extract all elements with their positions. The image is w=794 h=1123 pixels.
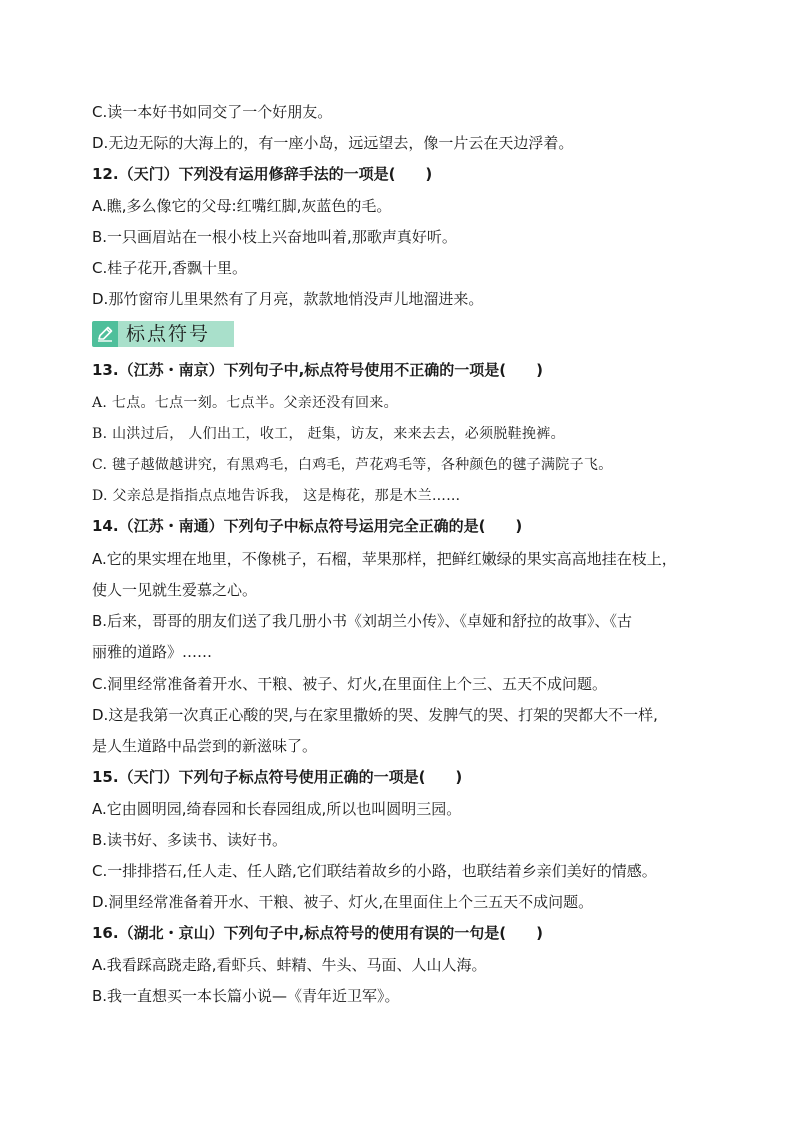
pencil-icon (92, 321, 118, 347)
q14-option-a-line2: 使人一见就生爱慕之心。 (92, 581, 258, 599)
question-15: 15.（天门）下列句子标点符号使用正确的一项是( ) (92, 768, 463, 786)
q15-option-b: B.读书好、多读书、读好书。 (92, 831, 288, 849)
section-header (92, 321, 234, 347)
option-c-read: C.读一本好书如同交了一个好朋友。 (92, 103, 333, 121)
question-13: 13.（江苏・南京）下列句子中,标点符号使用不正确的一项是( ) (92, 361, 543, 379)
q15-option-c: C.一排排搭石,任人走、任人踏,它们联结着故乡的小路，也联结着乡亲们美好的情感。 (92, 862, 657, 880)
q13-option-a: A. 七点。七点一刻。七点半。父亲还没有回来。 (92, 395, 398, 411)
question-14: 14.（江苏・南通）下列句子中标点符号运用完全正确的是( ) (92, 517, 523, 535)
question-12: 12.（天门）下列没有运用修辞手法的一项是( ) (92, 165, 433, 183)
q16-option-b: B.我一直想买一本长篇小说—《青年近卫军》。 (92, 987, 400, 1005)
q16-option-a: A.我看踩高跷走路,看虾兵、蚌精、牛头、马面、人山人海。 (92, 956, 487, 974)
q12-option-b: B.一只画眉站在一根小枝上兴奋地叫着,那歌声真好听。 (92, 228, 457, 246)
q12-option-a: A.瞧,多么像它的父母:红嘴红脚,灰蓝色的毛。 (92, 197, 392, 215)
q14-option-c: C.洞里经常准备着开水、干粮、被子、灯火,在里面住上个三、五天不成问题。 (92, 675, 608, 693)
q15-option-d: D.洞里经常准备着开水、干粮、被子、灯火,在里面住上个三五天不成问题。 (92, 893, 594, 911)
q14-option-a-line1: A.它的果实埋在地里，不像桃子，石榴，苹果那样，把鲜红嫩绿的果实高高地挂在枝上， (92, 550, 677, 568)
section-title: 标点符号 (118, 321, 234, 347)
question-16: 16.（湖北・京山）下列句子中,标点符号的使用有误的一句是( ) (92, 924, 543, 942)
q13-option-d: D. 父亲总是指指点点地告诉我， 这是梅花，那是木兰…… (92, 488, 461, 504)
q14-option-d-line1: D.这是我第一次真正心酸的哭,与在家里撒娇的哭、发脾气的哭、打架的哭都大不一样, (92, 706, 658, 724)
q14-option-b-line2: 丽雅的道路》…… (92, 643, 213, 661)
q14-option-d-line2: 是人生道路中品尝到的新滋味了。 (92, 737, 318, 755)
q13-option-b: B. 山洪过后， 人们出工，收工， 赶集，访友，来来去去，必须脱鞋挽裤。 (92, 426, 565, 442)
q12-option-d: D.那竹窗帘儿里果然有了月亮，款款地悄没声儿地溜进来。 (92, 290, 484, 308)
q13-option-c: C. 毽子越做越讲究，有黑鸡毛，白鸡毛，芦花鸡毛等，各种颜色的毽子满院子飞。 (92, 457, 613, 473)
q12-option-c: C.桂子花开,香飘十里。 (92, 259, 248, 277)
q15-option-a: A.它由圆明园,绮春园和长春园组成,所以也叫圆明三园。 (92, 800, 462, 818)
q14-option-b-line1: B.后来，哥哥的朋友们送了我几册小书《刘胡兰小传》、《卓娅和舒拉的故事》、《古 (92, 612, 633, 630)
option-d-sea: D.无边无际的大海上的，有一座小岛，远远望去，像一片云在天边浮着。 (92, 134, 574, 152)
